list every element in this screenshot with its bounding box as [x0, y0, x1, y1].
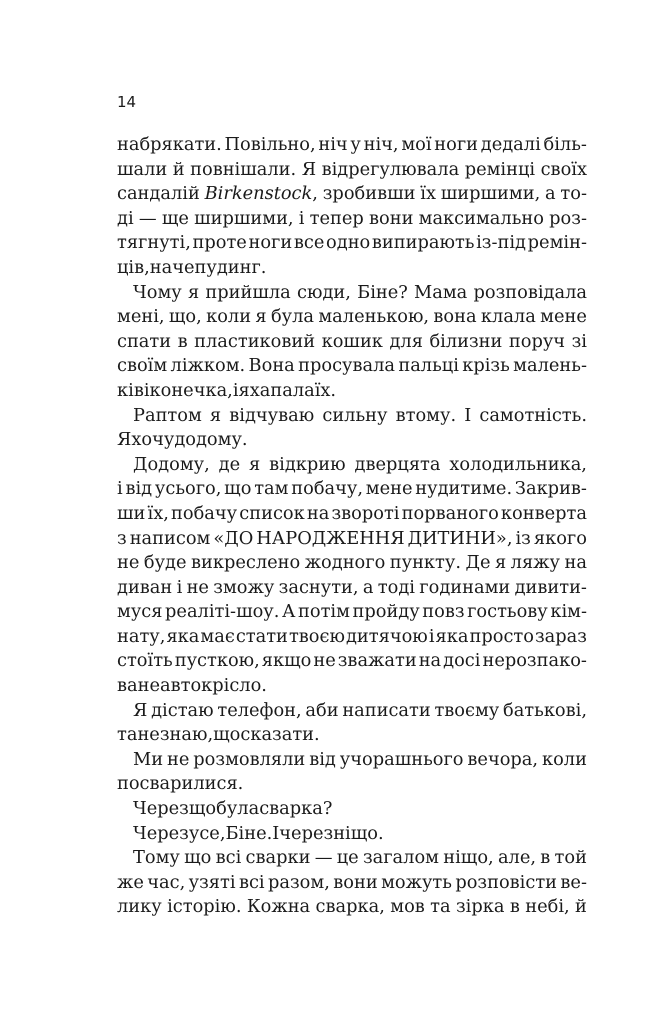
text-line: ване автокрісло.: [117, 675, 267, 697]
text-line: та не знаю, що сказати.: [117, 724, 320, 746]
text-line: шали й повнішали. Я відрегулювала ремінці своїх: [117, 158, 587, 180]
text-line: Через усе, Біне. І через ніщо.: [133, 822, 384, 844]
text-line: нату, яка має стати твоєю дитячою і яка просто зараз: [117, 625, 587, 647]
text-line: же час, узяті всі разом, вони можуть розповісти ве-: [117, 871, 587, 893]
text-line: не буде викреслено жодного пункту. Де я ляжу на: [117, 552, 587, 574]
text-line: Раптом я відчуваю сильну втому. І самотність.: [133, 404, 587, 426]
text-line: Я дістаю телефон, аби написати твоєму батькові,: [133, 699, 587, 721]
text-line: Ми не розмовляли від учорашнього вечора, коли: [133, 748, 587, 770]
text-line: Через що була сварка?: [133, 798, 333, 820]
page-text: [117, 133, 587, 920]
text-line: своїм ліжком. Вона просувала пальці крізь малень-: [117, 355, 587, 377]
text-line: посварилися.: [117, 773, 244, 795]
text-line: диван і не зможу заснути, а тоді годинами дивити-: [117, 576, 587, 598]
text-line: лику історію. Кожна сварка, мов та зірка в небі, й: [117, 896, 587, 918]
text-line: набрякати. Повільно, ніч у ніч, мої ноги дедалі біль-: [117, 134, 587, 155]
text-line: Я хочу додому.: [117, 429, 248, 451]
text-line: кі віконечка, і я хапала їх.: [117, 379, 337, 401]
text-line: ді — ще ширшими, і тепер вони максимально роз-: [117, 207, 587, 229]
text-line: Тому що всі сварки — це загалом ніщо, але, в той: [133, 847, 587, 869]
text-line: сандалій Birkenstock, зробивши їх ширшими, а то-: [117, 183, 587, 205]
text-line: ши їх, побачу список на звороті порваного конверта: [117, 502, 587, 524]
text-line: стоїть пусткою, якщо не зважати на досі нерозпако-: [117, 650, 587, 672]
text-line: Додому, де я відкрию дверцята холодильника,: [133, 453, 587, 475]
text-line: ців, наче пудинг.: [117, 256, 267, 278]
page-number: 14: [117, 93, 137, 111]
text-line: муся реаліті-шоу. А потім пройду повз гостьову кім-: [117, 601, 587, 623]
text-line: Чому я прийшла сюди, Біне? Мама розповідала: [133, 281, 587, 303]
text-line: з написом «ДО НАРОДЖЕННЯ ДИТИНИ», із якого: [117, 527, 587, 549]
text-line: і від усього, що там побачу, мене нудитиме. Закрив-: [117, 478, 587, 500]
text-line: тягнуті, проте ноги все одно випирають із-під ремін-: [117, 232, 587, 254]
text-line: мені, що, коли я була маленькою, вона клала мене: [117, 306, 587, 328]
text-line: спати в пластиковий кошик для білизни поруч зі: [117, 330, 587, 352]
